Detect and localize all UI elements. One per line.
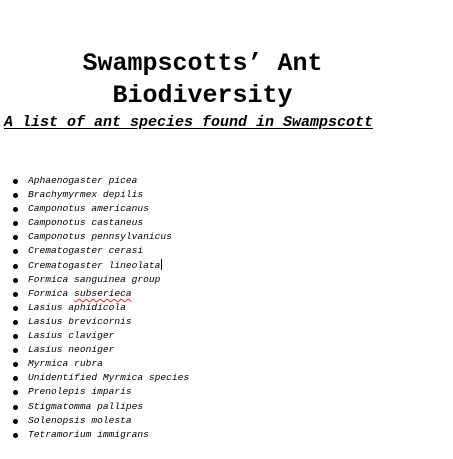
bullet-icon (13, 405, 18, 410)
species-name: Solenopsis molesta (28, 414, 132, 426)
species-name: Brachymyrmex depilis (28, 189, 144, 201)
species-list-item (0, 188, 189, 202)
species-name: Formica (28, 287, 75, 299)
species-list-item (0, 259, 189, 273)
text-cursor (161, 259, 162, 270)
species-list (0, 174, 189, 442)
bullet-icon (13, 264, 18, 269)
bullet-icon (13, 179, 18, 184)
bullet-icon (13, 419, 18, 424)
page-subtitle: A list of ant species found in Swampscott (4, 114, 374, 131)
species-list-item (0, 244, 189, 258)
misspelled-word[interactable]: subseriecа (74, 287, 132, 299)
species-name: Camponotus castaneus (28, 217, 144, 229)
species-name: Camponotus americanus (28, 203, 149, 215)
species-name: Crematogaster lineolata (28, 259, 161, 271)
bullet-icon (13, 362, 18, 367)
species-list-item (0, 315, 189, 329)
species-name: Crematogaster cerasi (28, 245, 144, 257)
species-name: Camponotus pennsylvanicus (28, 231, 172, 243)
page-title (0, 48, 405, 112)
species-name: Prenolepis imparis (28, 386, 132, 398)
species-name: Myrmica rubra (28, 358, 103, 370)
species-list-item (0, 216, 189, 230)
species-list-item (0, 343, 189, 357)
species-list-item (0, 202, 189, 216)
species-list-item (0, 230, 189, 244)
species-list-item (0, 273, 189, 287)
species-name: Lasius brevicornis (28, 315, 132, 327)
species-name: Lasius aphidicola (28, 301, 126, 313)
title-line-2: Biodiversity (112, 81, 293, 110)
bullet-icon (13, 376, 18, 381)
species-list-item (0, 287, 189, 301)
bullet-icon (13, 249, 18, 254)
bullet-icon (13, 221, 18, 226)
species-name: Unidentified Myrmica species (28, 372, 190, 384)
bullet-icon (13, 348, 18, 353)
species-list-item (0, 174, 189, 188)
species-list-item (0, 329, 189, 343)
bullet-icon (13, 235, 18, 240)
bullet-icon (13, 390, 18, 395)
bullet-icon (13, 278, 18, 283)
title-line-1: Swampscotts’ Ant (82, 49, 323, 78)
species-name: Tetramorium immigrans (28, 428, 149, 440)
species-name: Stigmatomma pallipes (28, 400, 144, 412)
bullet-icon (13, 334, 18, 339)
species-list-item (0, 414, 189, 428)
bullet-icon (13, 433, 18, 438)
species-list-item (0, 385, 189, 399)
species-list-item (0, 428, 189, 442)
bullet-icon (13, 193, 18, 198)
species-list-item (0, 357, 189, 371)
species-name: Aphaenogaster picea (28, 175, 138, 186)
species-list-item (0, 371, 189, 385)
species-list-item (0, 301, 189, 315)
species-name: Formica sanguinea group (28, 273, 161, 285)
species-name: Lasius neoniger (28, 344, 115, 356)
bullet-icon (13, 207, 18, 212)
bullet-icon (13, 292, 18, 297)
species-name: Lasius claviger (28, 330, 115, 342)
species-list-item (0, 400, 189, 414)
bullet-icon (13, 320, 18, 325)
bullet-icon (13, 306, 18, 311)
